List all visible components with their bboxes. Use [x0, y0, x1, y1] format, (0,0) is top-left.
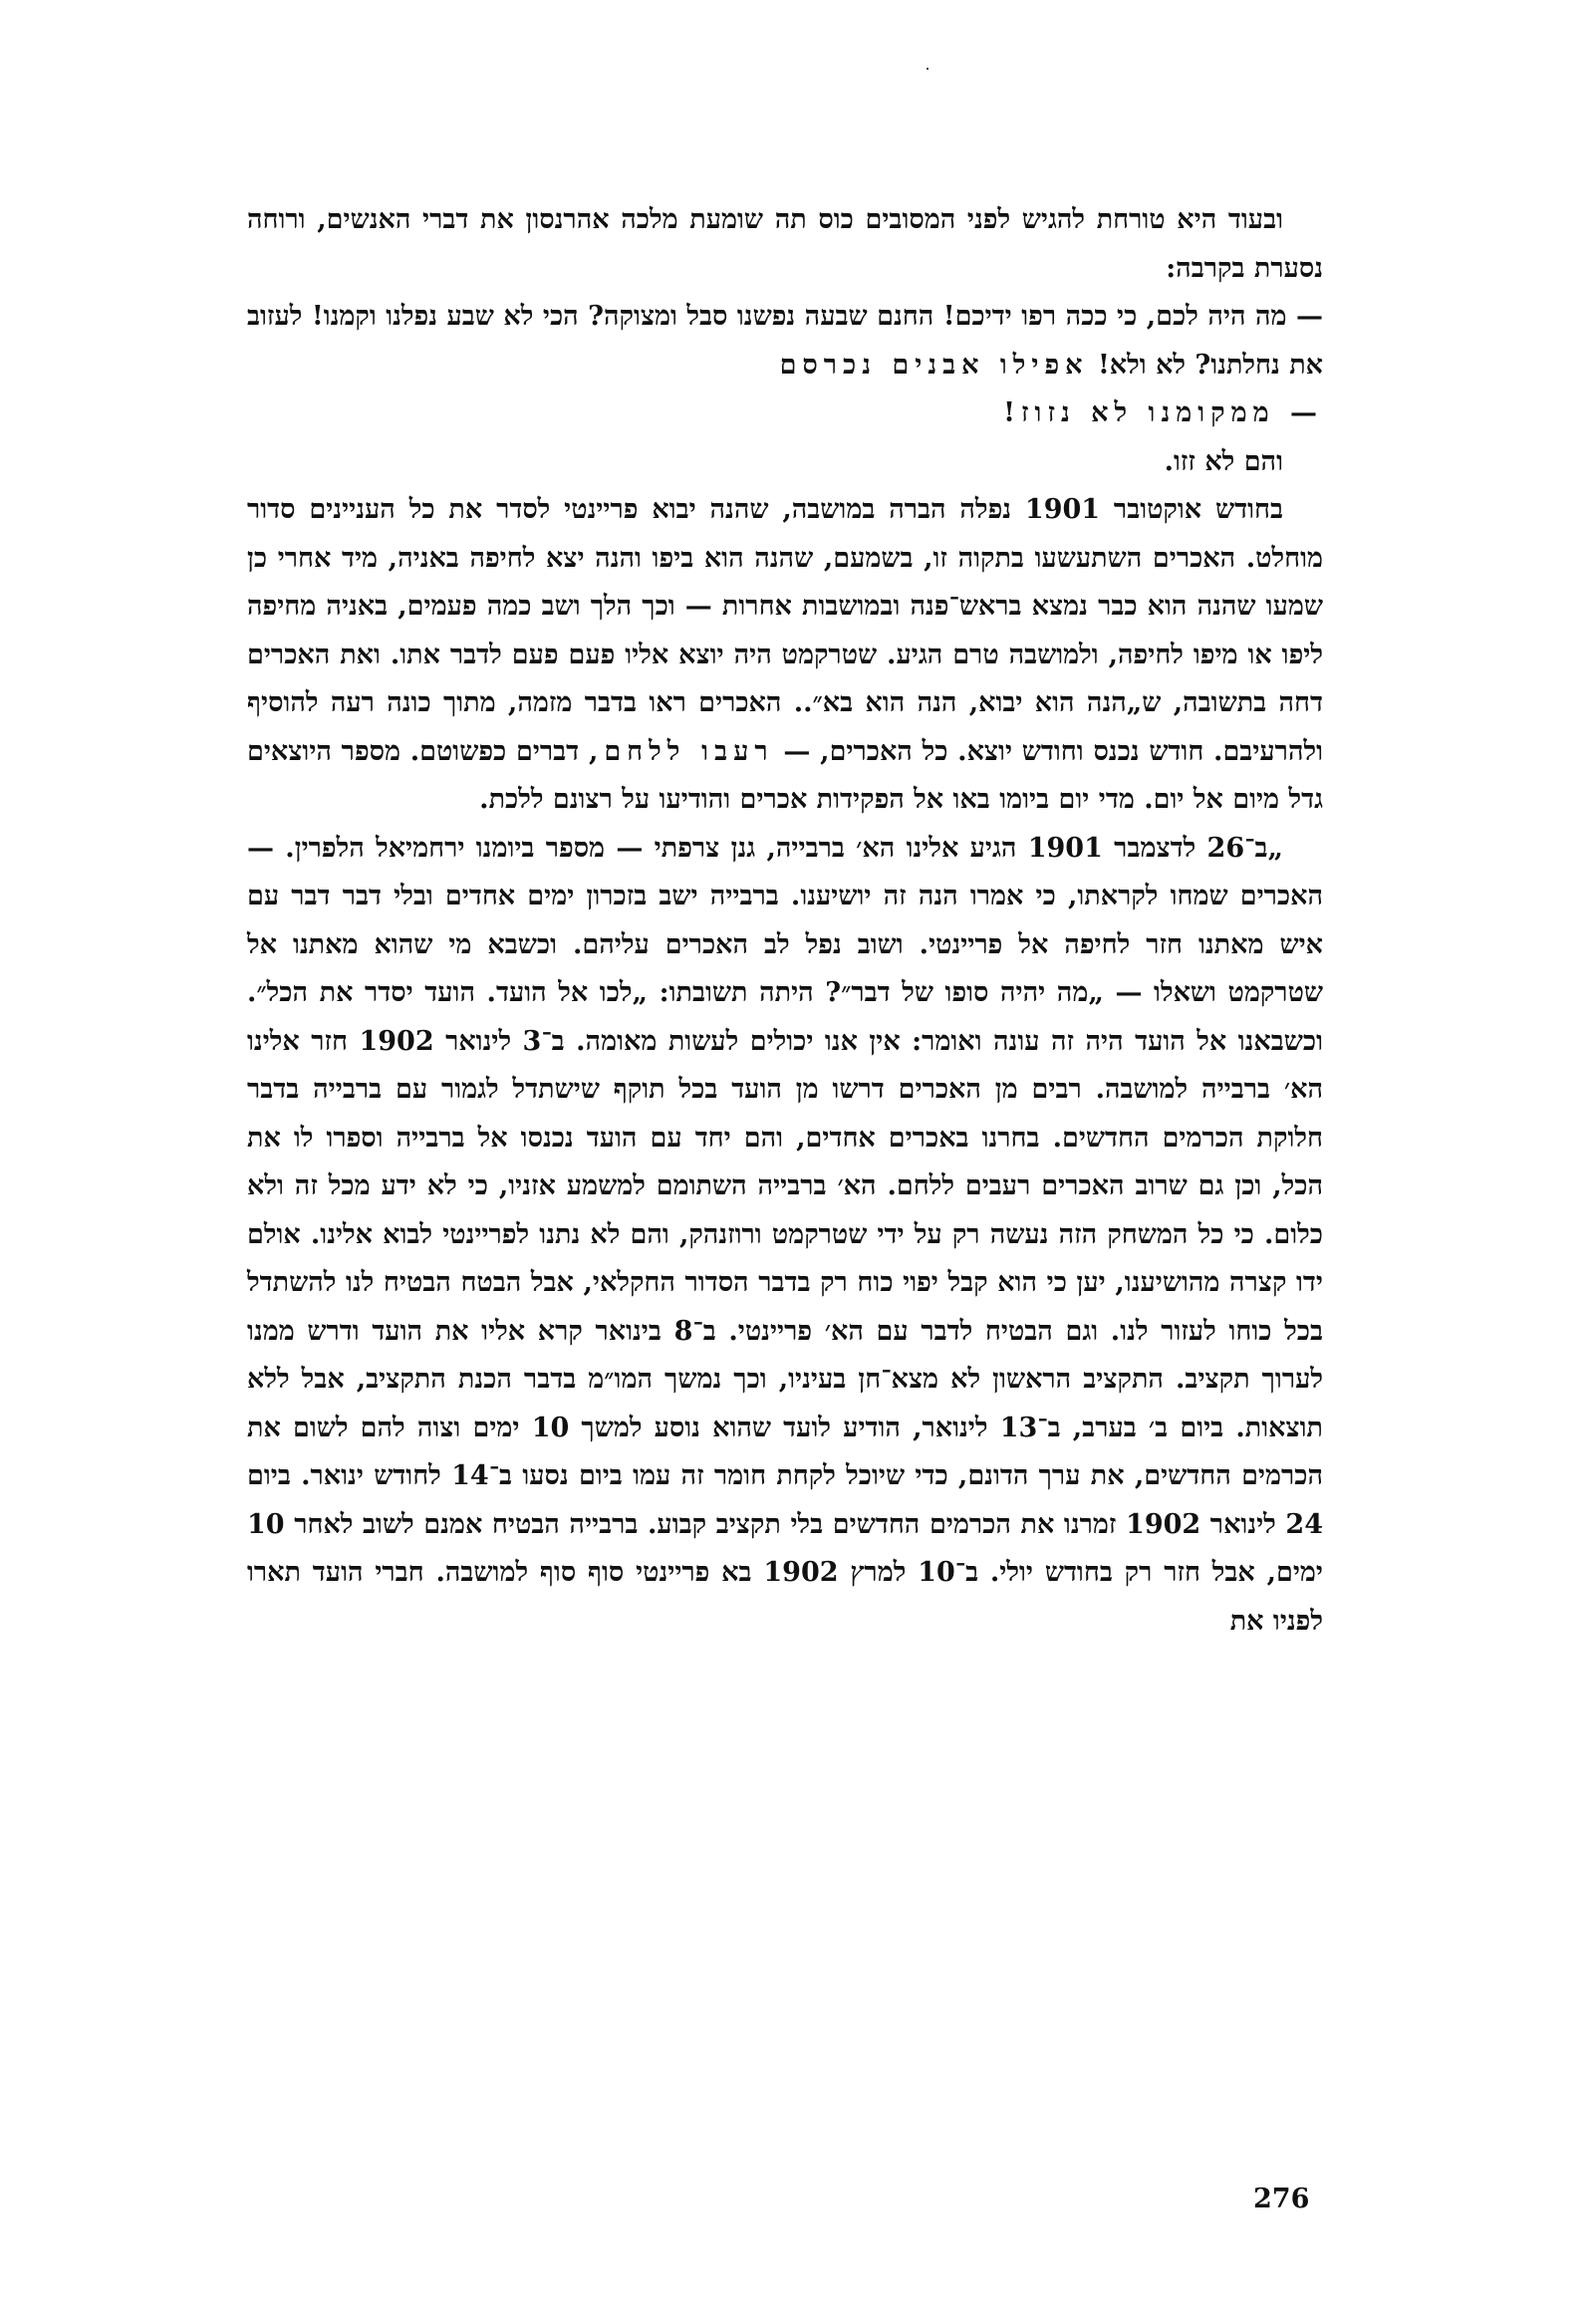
paragraph-october-1901 [247, 486, 1323, 825]
october-text: בחודש אוקטובר 1901 נפלה הברה במושבה, שהנה יבוא פריינטי לסדר את כל העניינים סדור מוחלט. האכרים השתעשעו בתקוה זו, בשמעם, שהנה הוא ביפו והנה יצא לחיפה באניה, מיד אחרי כן שמעו שהנה הוא כבר נמצא בראש־פנה ובמושבות אחרות — וכך הלך ושב כמה פעמים, באניה מחיפה ליפו או מיפו לחיפה, ולמושבה טרם הגיע. שטרקמט היה יוצא אליו פעם פעם לדבר אתו. ואת האכרים דחה בתשובה, ש„הנה הוא יבוא, הנה הוא בא״.. האכרים ראו בדבר מזמה, מתוך כונה רעה להוסיף ולהרעיבם. חודש נכנס וחודש יוצא. כל האכרים, — [247, 494, 1324, 767]
spaced-phrase-stones: אפילו אבנים נכרסם [779, 349, 1089, 381]
paragraph-diary-quote: „ב־26 לדצמבר 1901 הגיע אלינו הא׳ ברבייה, גנן צרפתי — מספר ביומנו ירחמיאל הלפרין. — האכרים שמחו לקראתו, כי אמרו הנה זה יושיענו. ברבייה ישב בזכרון ימים אחדים ובלי דבר דבר עם איש מאתנו חזר לחיפה אל פריינטי. ושוב נפל לב האכרים עליהם. וכשבא מי שהוא מאתנו אל שטרקמט ושאלו — „מה יהיה סופו של דבר״? היתה תשובתו: „לכו אל הועד. הועד יסדר את הכל״. וכשבאנו אל הועד היה זה עונה ואומר: אין אנו יכולים לעשות מאומה. ב־3 לינואר 1902 חזר אלינו הא׳ ברבייה למושבה. רבים מן האכרים דרשו מן הועד בכל תוקף שישתדל לגמור עם ברבייה בדבר חלוקת הכרמים החדשים. בחרנו באכרים אחדים, והם יחד עם הועד נכנסו אל ברבייה וספרו לו את הכל, וכן גם שרוב האכרים רעבים ללחם. הא׳ ברבייה השתומם למשמע אזניו, כי לא ידע מכל זה ולא כלום. כי כל המשחק הזה נעשה רק על ידי שטרקמט ורוזנהק, והם לא נתנו לפריינטי לבוא אלינו. אולם ידו קצרה מהושיענו, יען כי הוא קבל יפוי כוח רק בדבר הסדור החקלאי, אבל הבטח הבטיח לנו להשתדל בכל כוחו לעזור לנו. וגם הבטיח לדבר עם הא׳ פריינטי. ב־8 בינואר קרא אליו את הועד ודרש ממנו לערוך תקציב. התקציב הראשון לא מצא־חן בעיניו, וכך נמשך המו״מ בדבר הכנת התקציב, אבל ללא תוצאות. ביום ב׳ בערב, ב־13 לינואר, הודיע לועד שהוא נוסע למשך 10 ימים וצוה להם לשום את הכרמים החדשים, את ערך הדונם, כדי שיוכל לקחת חומר זה עמו ביום נסעו ב־14 לחודש ינואר. ביום 24 לינואר 1902 זמרנו את הכרמים החדשים בלי תקציב קבוע. ברבייה הבטיח אמנם לשוב לאחר 10 ימים, אבל חזר רק בחודש יולי. ב־10 למרץ 1902 בא פריינטי סוף סוף למושבה. חברי הועד תארו לפניו את [247, 832, 1324, 1637]
speech-text: — מה היה לכם, כי ככה רפו ידיכם! החנם שבעה נפשנו סבל ומצוקה? הכי לא שבע נפלנו וקמנו! לעזוב את נחלתנו? לא ולא! [247, 301, 1323, 381]
scan-speck [927, 68, 929, 70]
paragraph-we-shall-not-move: — ממקומנו לא נזוז! [1003, 397, 1323, 428]
spaced-phrase-hungry: רעבו ללחם, [588, 735, 774, 767]
document-body [247, 196, 1323, 1646]
october-text-cont: דברים כפשוטם. מספר היוצאים גדל מיום אל יום. מדי יום ביומו באו אל הפקידות אכרים והודיעו על רצונם ללכת. [247, 735, 1323, 815]
paragraph-malka-hears: ובעוד היא טורחת להגיש לפני המסובים כוס תה שומעת מלכה אהרנסון את דברי האנשים, ורוחה נסערת בקרבה: [247, 204, 1323, 284]
page-number: 276 [1253, 2184, 1310, 2214]
paragraph-they-did-not-move: והם לא זזו. [1164, 445, 1283, 477]
paragraph-malka-speech [247, 293, 1323, 389]
